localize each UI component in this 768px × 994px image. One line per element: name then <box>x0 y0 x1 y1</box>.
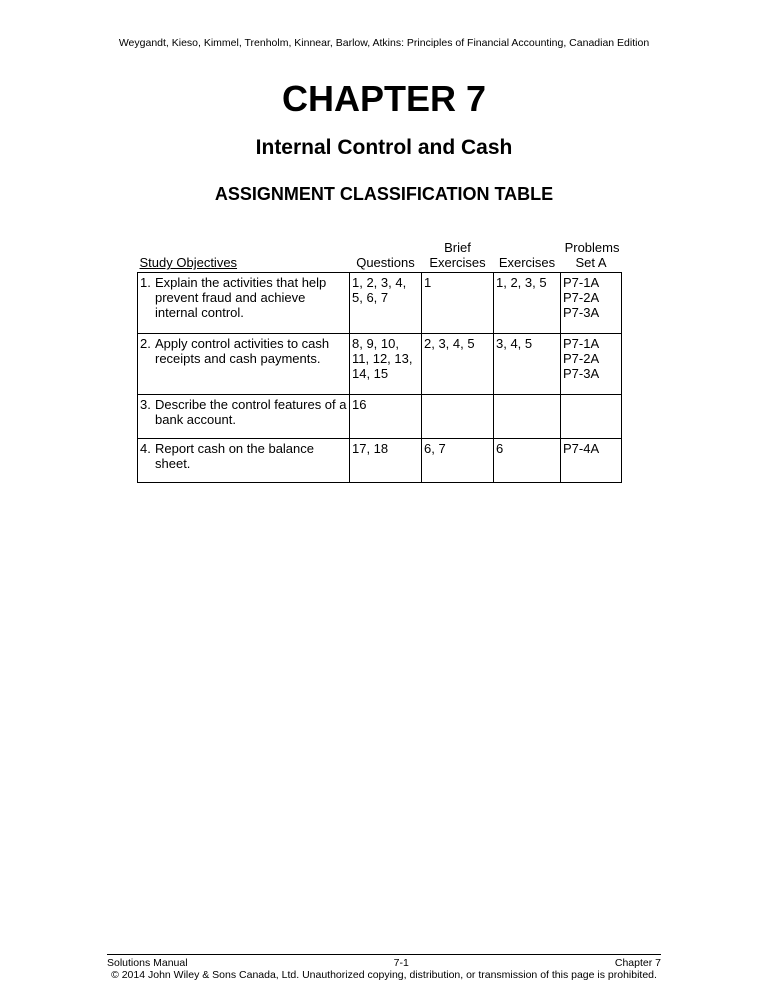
exercises-cell <box>494 395 561 439</box>
problems-cell <box>561 334 622 395</box>
footer-divider <box>107 954 661 955</box>
problem-item: P7-1A <box>563 275 600 290</box>
problems-line1: Problems <box>564 240 620 255</box>
objective-text: Describe the control features of a bank account. <box>155 397 347 427</box>
objective-cell <box>138 439 350 483</box>
problems-cell <box>561 439 622 483</box>
problems-cell <box>561 273 622 334</box>
chapter-title: CHAPTER 7 <box>281 78 487 119</box>
problem-item: P7-3A <box>563 305 600 320</box>
table-title: ASSIGNMENT CLASSIFICATION TABLE <box>214 184 554 204</box>
footer-left: Solutions Manual <box>107 957 188 969</box>
table-header-row <box>138 236 622 273</box>
problem-item: P7-4A <box>563 441 600 456</box>
objective-number: 2. <box>140 336 151 351</box>
questions-cell: 16 <box>350 395 422 439</box>
brief-exercises-cell: 2, 3, 4, 5 <box>422 334 494 395</box>
chapter-subtitle: Internal Control and Cash <box>255 136 513 159</box>
exercises-cell: 3, 4, 5 <box>494 334 561 395</box>
exercises-cell: 6 <box>494 439 561 483</box>
objective-number: 3. <box>140 397 151 412</box>
problem-item: P7-1A <box>563 336 600 351</box>
table-row <box>138 334 622 395</box>
problem-item: P7-2A <box>563 290 600 305</box>
column-header-questions: Questions <box>356 255 415 270</box>
running-header: Weygandt, Kieso, Kimmel, Trenholm, Kinnear, Barlow, Atkins: Principles of Financial Accounting, Canadian Edition <box>118 37 650 49</box>
brief-exercises-cell: 6, 7 <box>422 439 494 483</box>
column-header-exercises: Exercises <box>498 255 556 270</box>
brief-line1: Brief <box>444 240 471 255</box>
objective-cell <box>138 395 350 439</box>
objective-cell <box>138 273 350 334</box>
objective-number: 4. <box>140 441 151 456</box>
questions-cell: 1, 2, 3, 4, 5, 6, 7 <box>350 273 422 334</box>
assignment-classification-table <box>137 236 622 483</box>
questions-cell: 8, 9, 10, 11, 12, 13, 14, 15 <box>350 334 422 395</box>
copyright-notice: © 2014 John Wiley & Sons Canada, Ltd. Unauthorized copying, distribution, or transmission of this page is prohibited. <box>111 969 657 981</box>
objective-text: Explain the activities that help prevent fraud and achieve internal control. <box>155 275 327 320</box>
column-header-study-objectives: Study Objectives <box>139 255 238 270</box>
problem-item: P7-2A <box>563 351 600 366</box>
page-number: 7-1 <box>393 957 409 969</box>
brief-exercises-cell <box>422 395 494 439</box>
table-row <box>138 439 622 483</box>
brief-line2: Exercises <box>429 255 486 270</box>
footer-right: Chapter 7 <box>614 957 661 969</box>
questions-cell: 17, 18 <box>350 439 422 483</box>
problems-cell <box>561 395 622 439</box>
page-footer <box>107 957 661 981</box>
table-row <box>138 273 622 334</box>
objective-text: Report cash on the balance sheet. <box>155 441 314 471</box>
objective-cell <box>138 334 350 395</box>
objective-text: Apply control activities to cash receipts and cash payments. <box>155 336 330 366</box>
exercises-cell: 1, 2, 3, 5 <box>494 273 561 334</box>
column-header-brief-exercises <box>422 236 494 273</box>
column-header-problems <box>561 236 622 273</box>
problem-item: P7-3A <box>563 366 600 381</box>
table-row <box>138 395 622 439</box>
brief-exercises-cell: 1 <box>422 273 494 334</box>
objective-number: 1. <box>140 275 151 290</box>
problems-line2: Set A <box>575 255 607 270</box>
